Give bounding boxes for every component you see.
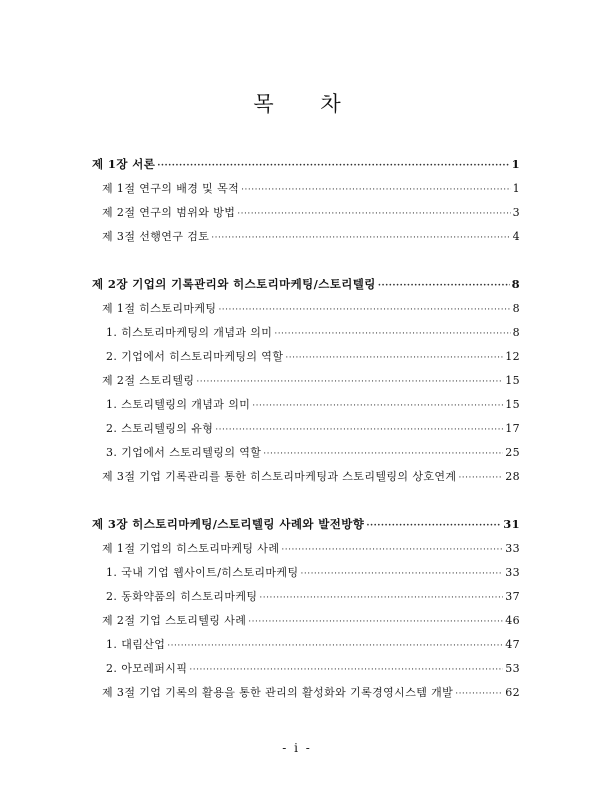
toc-entry-label: 1. 스토리텔링의 개념과 의미 [106,398,251,411]
toc-entry-page-number: 53 [505,662,520,675]
toc-entry-page-number: 15 [505,398,520,411]
toc-section-entry[interactable] [92,180,520,204]
dot-leader [189,665,503,675]
toc-section-entry[interactable] [92,540,520,564]
toc-section-entry[interactable] [92,204,520,228]
dot-leader [259,593,503,603]
toc-section-entry[interactable] [92,612,520,636]
toc-entry-label: 2. 기업에서 히스토리마케팅의 역할 [106,350,284,363]
toc-entry-label: 제 3절 선행연구 검토 [102,230,210,243]
toc-entry-label: 1. 히스토리마케팅의 개념과 의미 [106,326,273,339]
dot-leader [300,569,503,579]
toc-sub-entry[interactable] [92,324,520,348]
dot-leader [366,521,501,531]
toc-entry-page-number: 31 [503,517,520,531]
dot-leader [281,545,503,555]
toc-entry-label: 제 2절 기업 스토리텔링 사례 [102,614,247,627]
dot-leader [248,617,503,627]
toc-chapter-entry[interactable] [92,156,520,180]
table-of-contents [92,156,520,708]
toc-section-entry[interactable] [92,468,520,492]
toc-sub-entry[interactable] [92,348,520,372]
toc-section-entry[interactable] [92,228,520,252]
toc-entry-label: 2. 스토리텔링의 유형 [106,422,214,435]
toc-section-entry[interactable] [92,300,520,324]
toc-entry-page-number: 15 [505,374,520,387]
dot-leader [215,425,503,435]
toc-entry-label: 제 1장 서론 [92,157,156,171]
dot-leader [218,305,510,315]
toc-entry-page-number: 33 [505,566,520,579]
toc-entry-page-number: 8 [511,277,520,291]
toc-entry-label: 제 2장 기업의 기록관리와 히스토리마케팅/스토리텔링 [92,277,376,291]
dot-leader [263,449,503,459]
toc-entry-page-number: 25 [505,446,520,459]
toc-entry-label: 1. 국내 기업 웹사이트/히스토리마케팅 [106,566,299,579]
toc-entry-label: 제 1절 히스토리마케팅 [102,302,217,315]
dot-leader [211,233,510,243]
toc-sub-entry[interactable] [92,444,520,468]
page-number-footer: - i - [282,741,312,755]
toc-sub-entry[interactable] [92,420,520,444]
toc-entry-label: 2. 동화약품의 히스토리마케팅 [106,590,258,603]
toc-section-entry[interactable] [92,684,520,708]
dot-leader [285,353,503,363]
toc-sub-entry[interactable] [92,588,520,612]
toc-entry-page-number: 3 [512,206,520,219]
toc-entry-page-number: 17 [505,422,520,435]
toc-sub-entry[interactable] [92,564,520,588]
toc-entry-label: 제 3절 기업 기록관리를 통한 히스토리마케팅과 스토리텔링의 상호연계 [102,470,457,483]
dot-leader [378,281,510,291]
toc-chapter-entry[interactable] [92,276,520,300]
dot-leader [196,377,503,387]
toc-entry-page-number: 8 [512,302,520,315]
toc-entry-page-number: 33 [505,542,520,555]
toc-sub-entry[interactable] [92,636,520,660]
toc-sub-entry[interactable] [92,660,520,684]
dot-leader [241,185,510,195]
toc-chapter-entry[interactable] [92,516,520,540]
toc-entry-label: 제 1절 연구의 배경 및 목적 [102,182,240,195]
dot-leader [237,209,510,219]
toc-entry-page-number: 28 [505,470,520,483]
toc-entry-page-number: 46 [505,614,520,627]
dot-leader [167,641,503,651]
dot-leader [458,473,503,483]
toc-entry-label: 제 2절 스토리텔링 [102,374,195,387]
section-spacer [92,252,520,276]
toc-entry-page-number: 1 [512,182,520,195]
toc-section-entry[interactable] [92,372,520,396]
page-title: 목 차 [253,92,361,116]
dot-leader [274,329,510,339]
toc-entry-page-number: 47 [505,638,520,651]
toc-entry-label: 제 2절 연구의 범위와 방법 [102,206,236,219]
toc-sub-entry[interactable] [92,396,520,420]
toc-entry-page-number: 62 [505,686,520,699]
toc-entry-page-number: 37 [505,590,520,603]
toc-entry-label: 1. 대림산업 [106,638,166,651]
toc-entry-label: 3. 기업에서 스토리텔링의 역할 [106,446,262,459]
toc-entry-label: 제 1절 기업의 히스토리마케팅 사례 [102,542,280,555]
section-spacer [92,492,520,516]
toc-entry-page-number: 12 [505,350,520,363]
toc-entry-page-number: 8 [512,326,520,339]
toc-entry-label: 제 3절 기업 기록의 활용을 통한 관리의 활성화와 기록경영시스템 개발 [102,686,454,699]
toc-entry-page-number: 1 [511,157,520,171]
toc-entry-label: 2. 아모레퍼시픽 [106,662,188,675]
toc-entry-label: 제 3장 히스토리마케팅/스토리텔링 사례와 발전방향 [92,517,365,531]
dot-leader [157,161,509,171]
dot-leader [252,401,503,411]
toc-entry-page-number: 4 [512,230,520,243]
dot-leader [455,689,503,699]
